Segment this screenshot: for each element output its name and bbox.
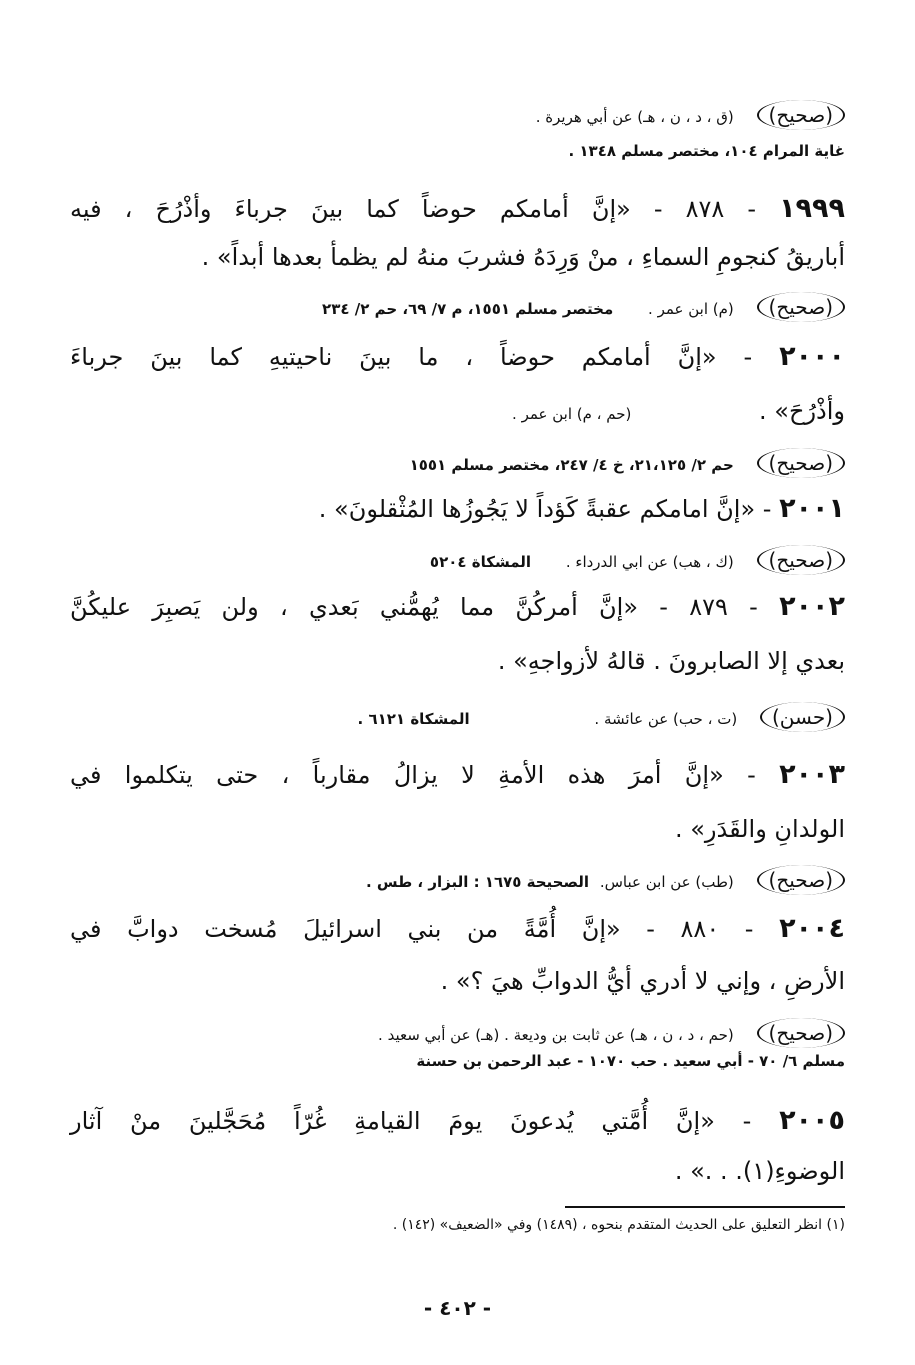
- source-text: (حم ، د ، ن ، هـ) عن ثابت بن وديعة . (هـ) عن أبي سعيد .: [378, 1026, 734, 1044]
- grade-badge: (صحيح): [757, 1018, 845, 1048]
- grade-badge: (صحيح): [757, 100, 845, 130]
- footnote: (١) انظر التعليق على الحديث المتقدم بنحوه ، (١٤٨٩) وفي «الضعيف» (١٤٢) .: [392, 1217, 845, 1233]
- hadith-number: ١٩٩٩: [779, 193, 845, 224]
- grading-line: [70, 292, 845, 322]
- hadith-text: - «إنَّ أمامكم حوضاً ، ما بينَ ناحيتيهِ كما بينَ جرباءَ: [70, 343, 753, 371]
- hadith-2002-line-2: بعدي إلا الصابرونَ . قالهُ لأزواجهِ» .: [497, 647, 845, 675]
- source-text: (ك ، هب) عن ابي الدرداء .: [565, 553, 734, 571]
- hadith-2003-line-2: الولدانِ والقَدَرِ» .: [674, 815, 845, 843]
- reference-text: مختصر مسلم ١٥٥١، م ٧/ ٦٩، حم ٢/ ٢٣٤: [322, 300, 614, 318]
- hadith-1999-line-1: [70, 192, 845, 226]
- reference-text: حم ٢/ ٢١،١٢٥، خ ٤/ ٢٤٧، مختصر مسلم ١٥٥١: [409, 456, 734, 474]
- reference-text: المشكاة ٦١٢١ .: [357, 710, 470, 728]
- grading-line: [70, 702, 845, 732]
- hadith-2000-line-1: [70, 340, 845, 374]
- page-number: - ٤٠٢ -: [423, 1296, 492, 1320]
- reference-text: الصحيحة ١٦٧٥ : البزار ، طس .: [365, 873, 590, 891]
- hadith-number: ٢٠٠٤: [779, 913, 845, 944]
- hadith-number: ٢٠٠٥: [779, 1105, 845, 1136]
- source-text: (م) ابن عمر .: [648, 300, 734, 318]
- reference-line: مسلم ٦/ ٧٠ - أبي سعيد . حب ١٠٧٠ - عبد الرحمن بن حسنة: [416, 1052, 845, 1070]
- hadith-number: ٢٠٠٣: [779, 759, 845, 790]
- source-text: (طب) عن ابن عباس.: [599, 873, 734, 891]
- grading-line: [70, 100, 845, 130]
- hadith-2000-line-2: [70, 394, 845, 428]
- hadith-2005-line-1: [70, 1104, 845, 1138]
- hadith-2001-line-1: [70, 492, 845, 526]
- hadith-text: - «إنَّ امامكم عقبةً كَؤداً لا يَجُوزُها المُثْقلونَ» .: [318, 495, 772, 523]
- hadith-text: - ٨٨٠ - «إنَّ أُمَّةً من بني اسرائيلَ مُسخت دوابَّ في: [70, 915, 754, 943]
- hadith-2004-line-2: الأرضِ ، وإني لا أدري أيُّ الدوابِّ هيَ ؟» .: [440, 967, 845, 995]
- grading-line: [70, 448, 845, 478]
- hadith-2002-line-1: [70, 590, 845, 624]
- hadith-number: ٢٠٠٢: [779, 591, 845, 622]
- reference-line: غاية المرام ١٠٤، مختصر مسلم ١٣٤٨ .: [568, 142, 845, 160]
- grading-line: [70, 545, 845, 575]
- grade-badge: (صحيح): [757, 292, 845, 322]
- hadith-text: - ٨٧٩ - «إنَّ أمركُنَّ مما يُهمُّني بَعدي ، ولن يَصبِرَ عليكُنَّ: [70, 593, 758, 621]
- hadith-text: وأذْرُحَ» .: [759, 397, 845, 425]
- source-text: (ق ، د ، ن ، هـ) عن أبي هريرة .: [535, 108, 734, 126]
- source-text: (حم ، م) ابن عمر .: [512, 405, 632, 423]
- hadith-text: - ٨٧٨ - «إنَّ أمامكم حوضاً كما بينَ جرباءَ وأذْرُحَ ، فيه: [70, 195, 757, 223]
- hadith-text: - «إنَّ أمرَ هذه الأمةِ لا يزالُ مقارباً ، حتى يتكلموا في: [70, 761, 756, 789]
- grading-line: [70, 1018, 845, 1048]
- hadith-number: ٢٠٠٠: [779, 341, 845, 372]
- grade-badge: (حسن): [760, 702, 845, 732]
- hadith-2005-line-2: الوضوءِ(١). . .» .: [674, 1157, 845, 1185]
- footnote-divider: [565, 1206, 845, 1208]
- hadith-number: ٢٠٠١: [779, 493, 845, 524]
- grade-badge: (صحيح): [757, 545, 845, 575]
- hadith-2004-line-1: [70, 912, 845, 946]
- reference-text: المشكاة ٥٢٠٤: [429, 553, 532, 571]
- hadith-2003-line-1: [70, 758, 845, 792]
- grade-badge: (صحيح): [757, 865, 845, 895]
- grade-badge: (صحيح): [757, 448, 845, 478]
- hadith-text: - «إنَّ أُمَّتي يُدعونَ يومَ القيامةِ غُرّاً مُحَجَّلينَ منْ آثار: [70, 1107, 752, 1135]
- grading-line: [70, 865, 845, 895]
- source-text: (ت ، حب) عن عائشة .: [594, 710, 738, 728]
- hadith-1999-line-2: أباريقُ كنجومِ السماءِ ، منْ وَرِدَهُ فشربَ منهُ لم يظمأ بعدها أبداً» .: [201, 243, 845, 271]
